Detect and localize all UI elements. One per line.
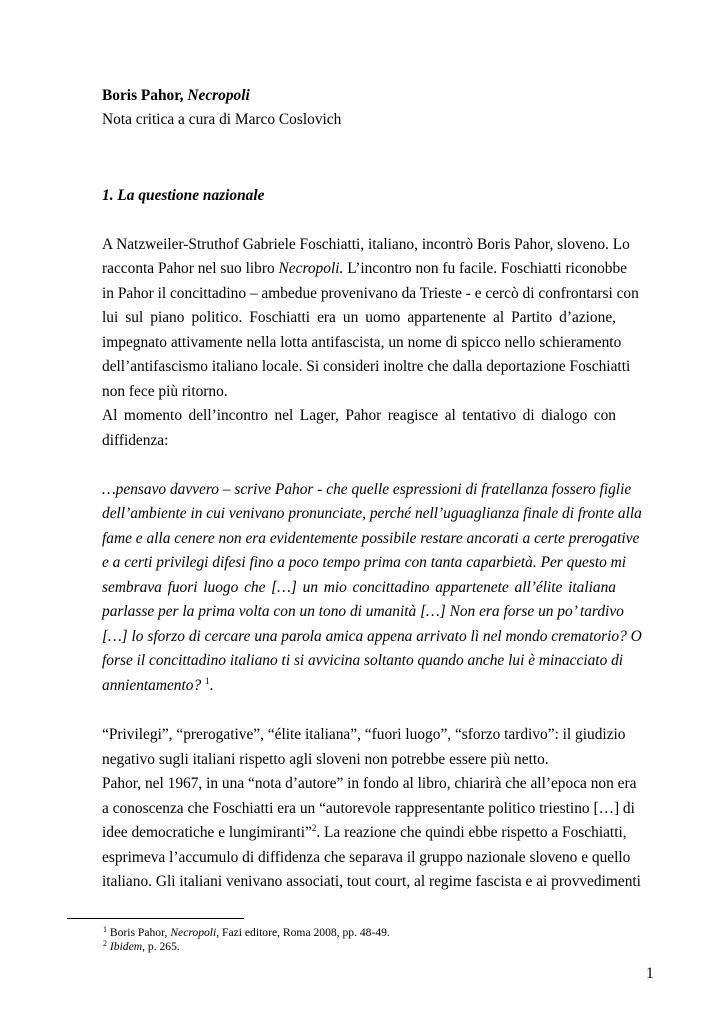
quote-line: parlasse per la prima volta con un tono di umanità […] Non era forse un po’ tardivo — [102, 603, 624, 620]
paragraph-line: negativo sugli italiani rispetto agli sloveni non potrebbe essere più netto. — [102, 751, 549, 768]
paragraph-line: lui sul piano politico. Foschiatti era un uomo appartenente al Partito d’azione, — [102, 309, 616, 326]
paragraph-line: Pahor, nel 1967, in una “nota d’autore” in fondo al libro, chiarirà che all’epoca non era — [102, 775, 637, 792]
quote-line: […] lo sforzo di cercare una parola amica appena arrivato lì nel mondo crematorio? O — [102, 628, 642, 645]
text-run: . — [209, 677, 214, 694]
paragraph-line: impegnato attivamente nella lotta antifascista, un nome di spicco nello schieramento — [102, 334, 622, 351]
text-run: idee democratiche e lungimiranti” — [102, 824, 312, 841]
book-title: Necropoli — [187, 87, 250, 104]
book-title-inline: Necropoli. — [278, 260, 344, 277]
footnote-number: 2 — [103, 939, 107, 948]
footnote-ref[interactable]: 1 — [205, 676, 210, 686]
quote-line: forse il concittadino italiano ti si avvicina soltanto quando anche lui è minacciato di — [102, 652, 624, 669]
quote-line — [102, 677, 616, 695]
paragraph-line — [102, 260, 628, 278]
page-number: 1 — [646, 965, 654, 982]
footnote-number: 1 — [103, 925, 107, 934]
footnote-text: p. 265. — [145, 940, 180, 953]
document-subtitle: Nota critica a cura di Marco Coslovich — [102, 111, 342, 128]
paragraph-line: a conoscenza che Foschiatti era un “autorevole rappresentante politico triestino […] di — [102, 800, 635, 817]
quote-line: sembrava fuori luogo che […] un mio concittadino appartenete all’élite italiana — [102, 579, 616, 596]
author-name: Boris Pahor, — [102, 87, 184, 104]
footnote — [103, 940, 180, 953]
document-heading — [102, 87, 616, 105]
paragraph-line: non fece più ritorno. — [102, 383, 228, 400]
paragraph-line: “Privilegi”, “prerogative”, “élite italiana”, “fuori luogo”, “sforzo tardivo”: il giudizio — [102, 726, 626, 743]
paragraph-line: esprimeva l’accumulo di diffidenza che separava il gruppo nazionale sloveno e quello — [102, 849, 631, 866]
footnote-text: Fazi editore, Roma 2008, pp. 48-49. — [219, 926, 390, 939]
paragraph-line: italiano. Gli italiani venivano associati, tout court, al regime fascista e ai provvedimenti — [102, 873, 641, 890]
footnote-title: Ibidem, — [109, 940, 145, 953]
section-title: 1. La questione nazionale — [102, 187, 265, 204]
text-run: annientamento? — [102, 677, 202, 694]
footnote-separator — [67, 918, 244, 919]
paragraph-line: A Natzweiler-Struthof Gabriele Foschiatti, italiano, incontrò Boris Pahor, sloveno. Lo — [102, 236, 630, 253]
paragraph-line: Al momento dell’incontro nel Lager, Pahor reagisce al tentativo di dialogo con — [102, 407, 616, 424]
paragraph-line: diffidenza: — [102, 432, 169, 449]
footnote-text: Boris Pahor, — [107, 926, 171, 939]
quote-line: …pensavo davvero – scrive Pahor - che quelle espressioni di fratellanza fossero figlie — [102, 481, 632, 498]
text-run: L’incontro non fu facile. Foschiatti riconobbe — [343, 260, 628, 277]
paragraph-line — [102, 823, 627, 842]
quote-line: e a certi privilegi difesi fino a poco tempo prima con tanta caparbietà. Per questo mi — [102, 554, 627, 571]
paragraph-line: dell’antifascismo italiano locale. Si consideri inoltre che dalla deportazione Foschiatti — [102, 358, 631, 375]
footnote — [103, 926, 390, 939]
quote-line: dell’ambiente in cui venivano pronunciate, perché nell’uguaglianza finale di fronte alla — [102, 505, 642, 522]
text-run: racconta Pahor nel suo libro — [102, 260, 279, 277]
footnote-title: Necropoli, — [170, 926, 220, 939]
footnote-ref[interactable]: 2 — [311, 823, 317, 833]
quote-line: fame e alla cenere non era evidentemente possibile restare ancorati a certe prerogative — [102, 530, 640, 547]
paragraph-line: in Pahor il concittadino – ambedue provenivano da Trieste - e cercò di confrontarsi con — [102, 285, 639, 302]
text-run: . La reazione che quindi ebbe rispetto a Foschiatti, — [316, 824, 627, 841]
